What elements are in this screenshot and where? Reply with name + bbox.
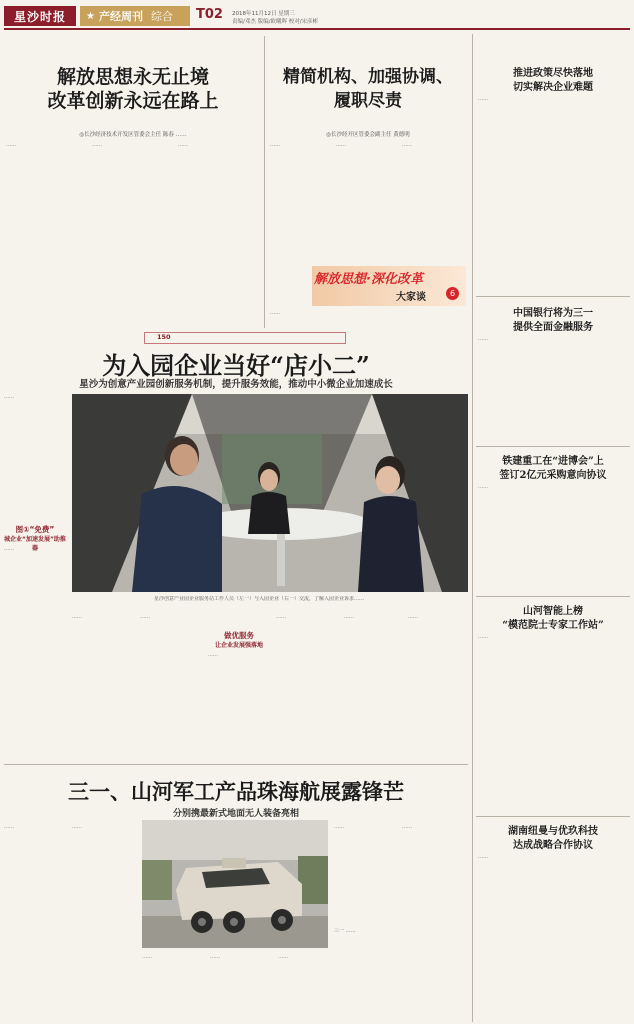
- issue-date: 2018年11月12日 星期三: [232, 11, 295, 17]
- sidebar-5-title-2: 达成战略合作协议: [513, 840, 593, 851]
- lead-column-5: ……: [276, 614, 286, 620]
- lead-photo-caption: 星沙创意产业园企业服务站工作人员（左一）与入园企业（右一）交流，了解入园企业诉求……: [154, 596, 365, 602]
- feature-column-6: ……: [210, 954, 220, 960]
- section-rule: [4, 764, 468, 765]
- logo-text: 星沙时报: [13, 9, 66, 24]
- lead-section-4: 让企业发展强落地: [214, 642, 263, 649]
- issue-editors: 责编/邓杰 版编/欧曦晖 校对/宋彦彬: [232, 19, 319, 25]
- sidebar-5-body: ……: [478, 854, 488, 860]
- article-1-column-3: ……: [178, 142, 188, 148]
- article-1-column-2: ……: [92, 142, 102, 148]
- lead-photo: [72, 394, 468, 592]
- article-1-byline: ◎长沙经济技术开发区管委会主任 陈春 ……: [79, 132, 187, 138]
- lead-section-1: 图①“免费”: [15, 525, 55, 534]
- masthead-logo-block: [4, 6, 76, 26]
- sidebar-4-rule: [476, 816, 630, 817]
- lead-column-3: ……: [140, 614, 150, 620]
- story-counter-bar: [144, 332, 346, 344]
- lead-column-2: ……: [72, 614, 82, 620]
- badge-sub-text: 大家谈: [396, 292, 426, 303]
- section-tag: 综合: [150, 10, 173, 23]
- lead-column-6: ……: [344, 614, 354, 620]
- lead-section-2: 城企业“加速发展”助推器: [4, 536, 66, 552]
- sidebar-4-body: ……: [478, 634, 488, 640]
- lead-column-1: ……: [4, 394, 14, 400]
- sidebar-3-title-2: 签订2亿元采购意向协议: [499, 470, 607, 481]
- sidebar-4-title-1: 山河智能上榜: [523, 606, 583, 617]
- column-divider: [264, 36, 265, 328]
- article-1-headline-line-2: 改革创新永远在路上: [47, 90, 219, 112]
- story-counter: 150: [157, 333, 171, 341]
- armored-vehicle-photo: [142, 820, 328, 948]
- feature-column-7: ……: [278, 954, 288, 960]
- section-block: [80, 6, 190, 26]
- article-streamline: [268, 34, 468, 330]
- article-2-column-3: ……: [402, 142, 412, 148]
- article-2-byline: ◎长沙经开区管委会副主任 黄德明: [326, 132, 410, 138]
- feature-subhead: 分别携最新式地面无人装备亮相: [172, 809, 299, 819]
- lead-column-1b: ……: [4, 546, 14, 552]
- sidebar-1-title-1: 推进政策尽快落地: [513, 68, 593, 79]
- office-meeting-photo: [72, 394, 468, 592]
- lead-subhead: 星沙为创意产业园创新服务机制，提升服务效能，推动中小微企业加速成长: [79, 379, 393, 390]
- reform-discussion-badge: [312, 266, 466, 306]
- sidebar-1-body: ……: [478, 96, 488, 102]
- article-1-headline-line-1: 解放思想永无止境: [56, 66, 209, 88]
- article-liberate-thought: [4, 34, 262, 330]
- lead-story: [4, 330, 468, 760]
- article-1-column-1: ……: [6, 142, 16, 148]
- article-2-column-2: ……: [336, 142, 346, 148]
- feature-column-1: ……: [4, 824, 14, 830]
- lead-column-7: ……: [408, 614, 418, 620]
- feature-photo-caption: 三一 ……: [334, 928, 356, 934]
- sidebar-2-body: ……: [478, 336, 488, 342]
- masthead: [0, 0, 634, 30]
- feature-column-2: ……: [72, 824, 82, 830]
- sidebar-divider: [472, 34, 473, 1022]
- sidebar-5-title-1: 湖南纽曼与优玖科技: [508, 826, 598, 837]
- feature-story: [4, 768, 468, 1022]
- sidebar-1-title-2: 切实解决企业难题: [513, 82, 593, 93]
- sidebar-4-title-2: “模范院士专家工作站”: [502, 620, 604, 631]
- article-2-tail: ……: [270, 310, 280, 316]
- star-badge-icon: ★: [86, 10, 95, 22]
- article-2-headline-line-2: 履职尽责: [334, 91, 402, 111]
- feature-column-5: ……: [142, 954, 152, 960]
- article-2-headline-line-1: 精简机构、加强协调、: [283, 67, 453, 87]
- feature-column-3: ……: [334, 824, 344, 830]
- feature-photo: [142, 820, 328, 948]
- masthead-rule: [4, 28, 630, 30]
- article-2-column-1: ……: [270, 142, 280, 148]
- sidebar-3-title-1: 铁建重工在“进博会”上: [502, 456, 604, 467]
- sidebar-3-body: ……: [478, 484, 488, 490]
- sidebar-2-title-2: 提供全面金融服务: [513, 322, 593, 333]
- feature-column-4: ……: [402, 824, 412, 830]
- sidebar-2-title-1: 中国银行将为三一: [513, 308, 593, 319]
- lead-headline: 为入园企业当好“店小二”: [102, 351, 370, 380]
- sidebar-2-rule: [476, 446, 630, 447]
- sidebar-1-rule: [476, 296, 630, 297]
- sidebar-3-rule: [476, 596, 630, 597]
- badge-number: 6: [446, 287, 459, 300]
- lead-section-3: 做优服务: [224, 631, 254, 640]
- lead-column-4: ……: [208, 652, 218, 658]
- section-title: 产经周刊: [98, 10, 143, 23]
- feature-headline: 三一、山河军工产品珠海航展露锋芒: [68, 779, 404, 804]
- page-number: T02: [196, 7, 223, 22]
- news-sidebar: [476, 34, 630, 1022]
- badge-main-text: 解放思想·深化改革: [314, 272, 423, 287]
